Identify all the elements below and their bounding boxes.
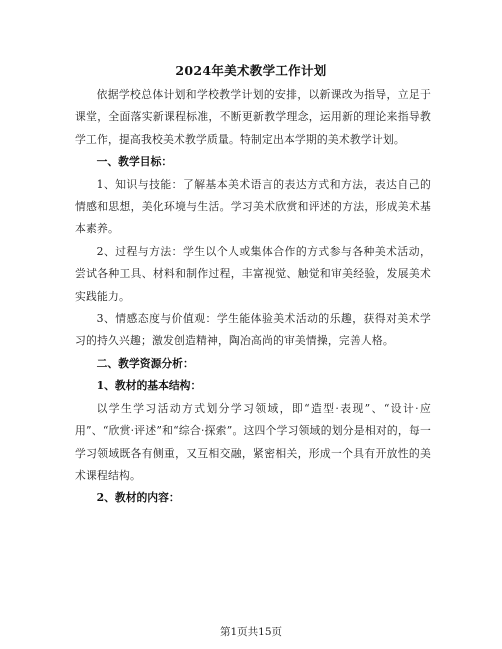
section-heading-teaching-goals: 一、教学目标： (96, 155, 173, 169)
document-title: 2024年美术教学工作计划 (175, 63, 327, 78)
page-number-footer: 第1页共15页 (219, 626, 283, 638)
textbook-structure-paragraph: 以学生学习活动方式划分学习领域，即“造型·表现”、“设计·应用”、“欣赏·评述”和“综合·探索”。这四个学习领域的划分是相对的，每一学习领域既各有侧重，又互相交融，紧密相关，形成一个具有开放性的美术课程结构。 (75, 401, 431, 482)
section-heading-resource-analysis: 二、教学资源分析： (96, 356, 194, 370)
subsection-heading-textbook-structure: 1、教材的基本结构： (96, 379, 202, 393)
document-body (75, 84, 431, 510)
subsection-heading-textbook-content: 2、教材的内容： (96, 491, 180, 505)
goal-knowledge-skills: 1、知识与技能：了解基本美术语言的表达方式和方法，表达自己的情感和思想，美化环境与生活。学习美术欣赏和评述的方法，形成美术基本素养。 (75, 177, 431, 236)
goal-attitude-values: 3、情感态度与价值观：学生能体验美术活动的乐趣，获得对美术学习的持久兴趣；激发创造精神，陶冶高尚的审美情操，完善人格。 (75, 312, 431, 348)
intro-paragraph: 依据学校总体计划和学校教学计划的安排，以新课改为指导，立足于课堂，全面落实新课程标准，不断更新教学理念，运用新的理论来指导教学工作，提高我校美术教学质量。特制定出本学期的美术教学计划。 (75, 88, 431, 146)
goal-process-methods: 2、过程与方法：学生以个人或集体合作的方式参与各种美术活动，尝试各种工具、材料和制作过程，丰富视觉、触觉和审美经验，发展美术实践能力。 (75, 244, 431, 303)
